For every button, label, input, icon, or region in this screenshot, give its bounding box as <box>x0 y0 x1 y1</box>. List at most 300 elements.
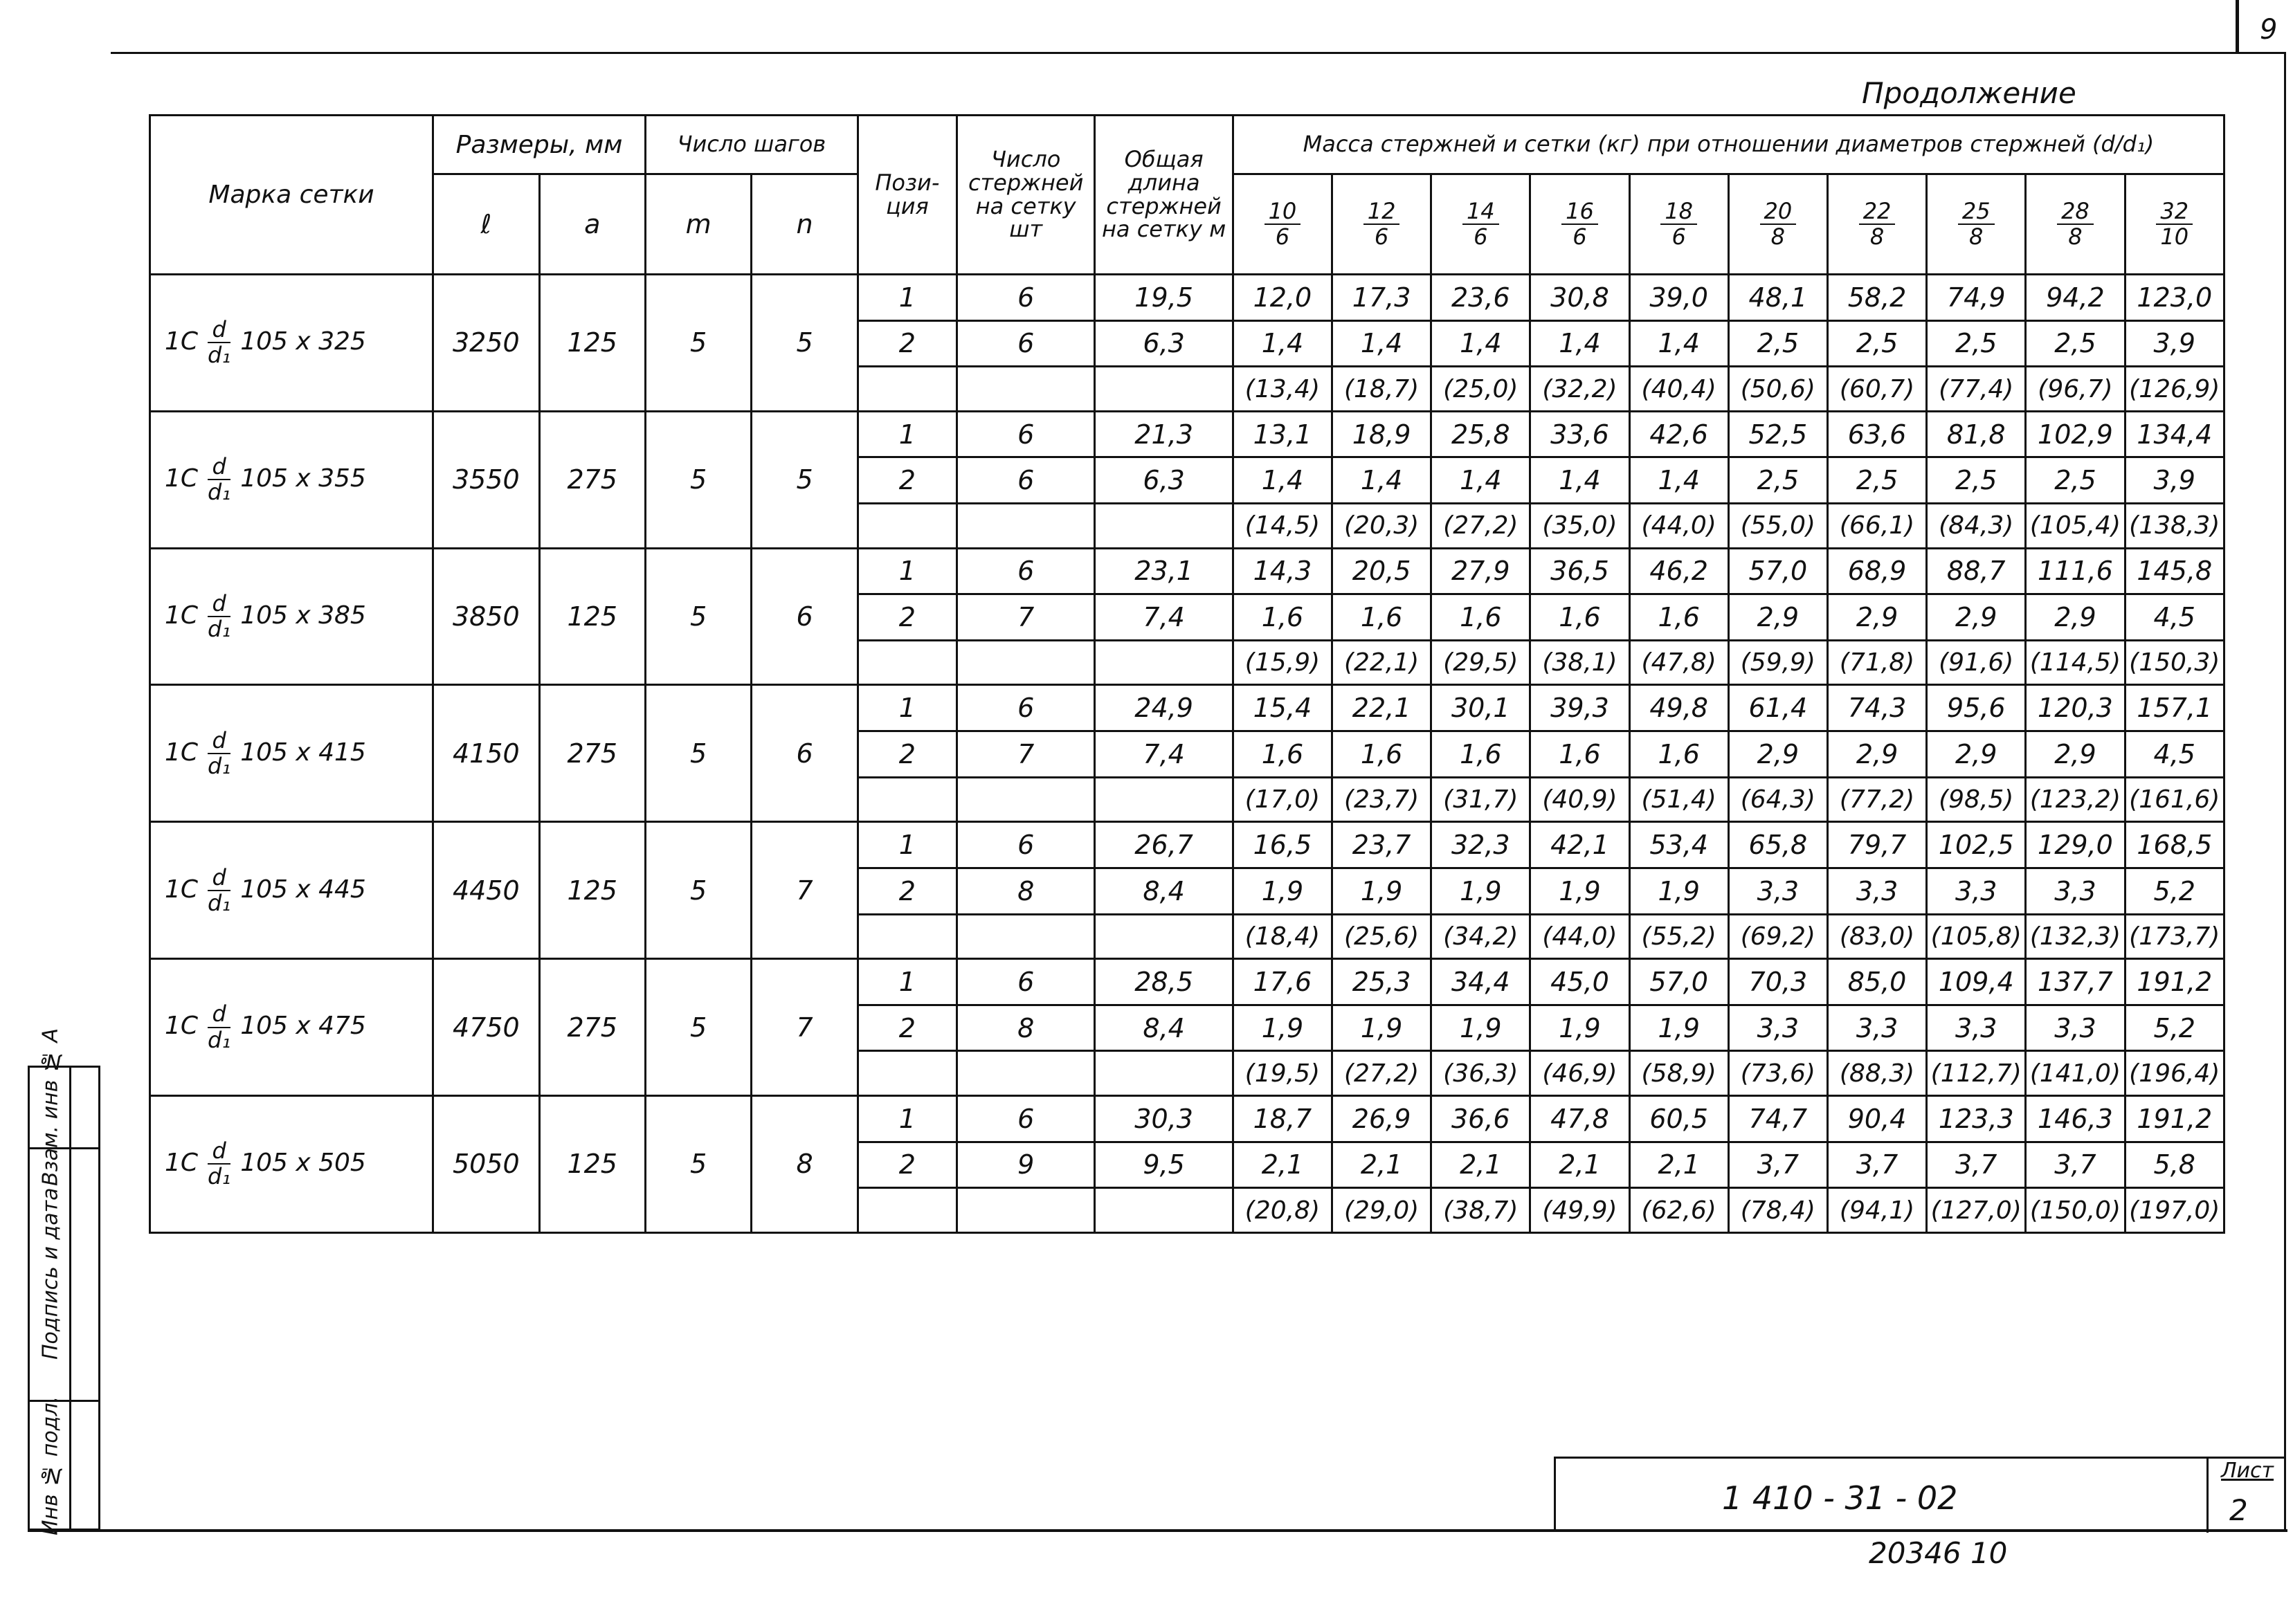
mesh-total-mass: (38,1) <box>1530 640 1629 685</box>
mesh-total-mass: (35,0) <box>1530 504 1629 549</box>
mass-value: 17,6 <box>1233 959 1332 1005</box>
mass-value: 2,9 <box>1728 731 1827 778</box>
mass-value: 2,5 <box>2026 457 2125 504</box>
mass-value: 74,3 <box>1827 685 1926 731</box>
steps-m: 5 <box>645 548 751 685</box>
rods-count: 7 <box>957 731 1094 778</box>
mass-value: 2,9 <box>1927 731 2026 778</box>
ratio-numerator: 28 <box>2057 199 2094 225</box>
mass-value: 1,9 <box>1233 1005 1332 1051</box>
fraction-numerator: d <box>208 1002 230 1028</box>
mesh-total-mass: (20,8) <box>1233 1188 1332 1233</box>
mesh-total-mass: (66,1) <box>1827 504 1926 549</box>
mesh-mark <box>150 1095 433 1232</box>
mass-value: 20,5 <box>1332 548 1431 594</box>
ratio-denominator: 6 <box>1374 223 1389 250</box>
header-rods-count: Число стержней на сетку шт <box>957 116 1094 275</box>
ratio-numerator: 32 <box>2156 199 2193 225</box>
mesh-total-mass: (22,1) <box>1332 640 1431 685</box>
empty-cell <box>957 504 1094 549</box>
position-number: 1 <box>858 275 957 321</box>
mass-value: 1,9 <box>1332 1005 1431 1051</box>
header-size-l: ℓ <box>433 174 539 275</box>
mark-fraction <box>208 318 230 367</box>
mass-value: 1,6 <box>1233 731 1332 778</box>
mass-value: 1,9 <box>1530 868 1629 914</box>
mesh-total-mass: (123,2) <box>2026 777 2125 822</box>
title-stamp <box>1554 1457 2286 1531</box>
mark-fraction <box>208 455 230 504</box>
rods-count: 9 <box>957 1142 1094 1188</box>
rods-count: 6 <box>957 548 1094 594</box>
total-length: 9,5 <box>1095 1142 1233 1188</box>
mesh-total-mass: (88,3) <box>1827 1051 1926 1096</box>
rods-count: 6 <box>957 685 1094 731</box>
mass-value: 25,8 <box>1431 411 1530 457</box>
position-number: 2 <box>858 457 957 504</box>
mesh-total-mass: (141,0) <box>2026 1051 2125 1096</box>
steps-m: 5 <box>645 959 751 1096</box>
total-length: 23,1 <box>1095 548 1233 594</box>
mesh-total-mass: (29,0) <box>1332 1188 1431 1233</box>
size-l: 4450 <box>433 822 539 959</box>
mark-suffix: 105 x 325 <box>240 327 366 356</box>
mesh-total-mass: (138,3) <box>2125 504 2224 549</box>
total-length: 19,5 <box>1095 275 1233 321</box>
ratio-header-5 <box>1728 174 1827 275</box>
empty-cell <box>957 777 1094 822</box>
mass-value: 5,2 <box>2125 1005 2224 1051</box>
steps-n: 7 <box>752 959 858 1096</box>
mass-value: 3,3 <box>2026 1005 2125 1051</box>
header-position: Пози- ция <box>858 116 957 275</box>
mass-value: 30,1 <box>1431 685 1530 731</box>
mass-value: 1,9 <box>1332 868 1431 914</box>
mesh-mark <box>150 275 433 412</box>
mass-value: 2,1 <box>1332 1142 1431 1188</box>
mass-value: 109,4 <box>1927 959 2026 1005</box>
mass-value: 3,3 <box>1927 868 2026 914</box>
mesh-mark <box>150 959 433 1096</box>
mass-value: 36,6 <box>1431 1095 1530 1142</box>
mesh-total-mass: (27,2) <box>1431 504 1530 549</box>
mesh-total-mass: (114,5) <box>2026 640 2125 685</box>
ratio-denominator: 6 <box>1275 223 1290 250</box>
mass-value: 111,6 <box>2026 548 2125 594</box>
mesh-total-mass: (105,8) <box>1927 914 2026 959</box>
empty-cell <box>858 1188 957 1233</box>
total-length: 8,4 <box>1095 1005 1233 1051</box>
mesh-total-mass: (60,7) <box>1827 367 1926 412</box>
mesh-total-mass: (58,9) <box>1629 1051 1728 1096</box>
mass-value: 79,7 <box>1827 822 1926 868</box>
mark-fraction <box>208 1139 230 1189</box>
ratio-header-9 <box>2125 174 2224 275</box>
total-length: 6,3 <box>1095 457 1233 504</box>
steps-m: 5 <box>645 685 751 822</box>
mesh-total-mass: (40,9) <box>1530 777 1629 822</box>
total-length: 26,7 <box>1095 822 1233 868</box>
rods-count: 7 <box>957 594 1094 641</box>
position-number: 1 <box>858 411 957 457</box>
size-a: 125 <box>539 1095 645 1232</box>
total-length: 7,4 <box>1095 731 1233 778</box>
mass-value: 3,3 <box>1728 868 1827 914</box>
ratio-header-2 <box>1431 174 1530 275</box>
empty-cell <box>957 640 1094 685</box>
rods-count: 8 <box>957 1005 1094 1051</box>
mass-value: 2,9 <box>1827 731 1926 778</box>
empty-cell <box>957 914 1094 959</box>
mass-value: 1,9 <box>1530 1005 1629 1051</box>
mass-value: 1,4 <box>1431 457 1530 504</box>
mark-prefix: 1С <box>165 464 199 493</box>
mass-value: 33,6 <box>1530 411 1629 457</box>
mesh-mark <box>150 822 433 959</box>
size-a: 125 <box>539 548 645 685</box>
mass-value: 1,6 <box>1530 594 1629 641</box>
corner-line <box>2236 0 2239 52</box>
mesh-total-mass: (55,2) <box>1629 914 1728 959</box>
empty-cell <box>858 777 957 822</box>
mass-value: 1,6 <box>1332 594 1431 641</box>
ratio-denominator: 8 <box>1770 223 1786 250</box>
mesh-mark <box>150 411 433 548</box>
header-mark: Марка сетки <box>150 116 433 275</box>
fraction-denominator: d₁ <box>208 889 231 916</box>
mass-value: 1,6 <box>1431 594 1530 641</box>
mass-value: 18,9 <box>1332 411 1431 457</box>
mass-value: 47,8 <box>1530 1095 1629 1142</box>
mesh-total-mass: (25,6) <box>1332 914 1431 959</box>
mass-value: 34,4 <box>1431 959 1530 1005</box>
header-steps: Число шагов <box>645 116 858 174</box>
mass-value: 4,5 <box>2125 594 2224 641</box>
mass-value: 123,0 <box>2125 275 2224 321</box>
mass-value: 1,9 <box>1431 868 1530 914</box>
mesh-total-mass: (150,3) <box>2125 640 2224 685</box>
mass-value: 52,5 <box>1728 411 1827 457</box>
mass-value: 1,9 <box>1629 1005 1728 1051</box>
ratio-numerator: 16 <box>1561 199 1598 225</box>
mesh-total-mass: (96,7) <box>2026 367 2125 412</box>
mesh-total-mass: (51,4) <box>1629 777 1728 822</box>
ratio-numerator: 14 <box>1462 199 1499 225</box>
position-number: 1 <box>858 1095 957 1142</box>
mass-value: 102,9 <box>2026 411 2125 457</box>
fraction-numerator: d <box>208 866 230 891</box>
mass-value: 2,5 <box>2026 320 2125 367</box>
mass-value: 3,7 <box>2026 1142 2125 1188</box>
ratio-denominator: 6 <box>1573 223 1587 250</box>
mass-value: 1,4 <box>1431 320 1530 367</box>
table-row <box>150 411 2224 457</box>
mass-value: 5,2 <box>2125 868 2224 914</box>
steps-n: 5 <box>752 411 858 548</box>
ratio-header-8 <box>2026 174 2125 275</box>
total-length: 8,4 <box>1095 868 1233 914</box>
table-row <box>150 1095 2224 1142</box>
mass-value: 123,3 <box>1927 1095 2026 1142</box>
size-l: 3850 <box>433 548 539 685</box>
steps-m: 5 <box>645 275 751 412</box>
mass-value: 2,9 <box>1827 594 1926 641</box>
steps-m: 5 <box>645 1095 751 1232</box>
steps-n: 8 <box>752 1095 858 1232</box>
mass-value: 2,5 <box>1728 320 1827 367</box>
mark-fraction <box>208 729 230 778</box>
steps-n: 7 <box>752 822 858 959</box>
steps-m: 5 <box>645 822 751 959</box>
position-number: 1 <box>858 959 957 1005</box>
size-a: 125 <box>539 275 645 412</box>
mass-value: 13,1 <box>1233 411 1332 457</box>
position-number: 1 <box>858 685 957 731</box>
mass-value: 102,5 <box>1927 822 2026 868</box>
mass-value: 70,3 <box>1728 959 1827 1005</box>
mark-prefix: 1С <box>165 875 199 904</box>
fraction-numerator: d <box>208 455 230 480</box>
total-length: 28,5 <box>1095 959 1233 1005</box>
mass-value: 39,0 <box>1629 275 1728 321</box>
mesh-total-mass: (25,0) <box>1431 367 1530 412</box>
fraction-numerator: d <box>208 592 230 617</box>
mark-prefix: 1С <box>165 601 199 630</box>
size-l: 3550 <box>433 411 539 548</box>
mesh-total-mass: (59,9) <box>1728 640 1827 685</box>
mass-value: 2,9 <box>1728 594 1827 641</box>
ratio-denominator: 8 <box>2068 223 2083 250</box>
mass-value: 1,6 <box>1629 731 1728 778</box>
mass-value: 2,9 <box>2026 731 2125 778</box>
mass-value: 191,2 <box>2125 959 2224 1005</box>
table-row <box>150 822 2224 868</box>
mass-value: 137,7 <box>2026 959 2125 1005</box>
fraction-denominator: d₁ <box>208 1163 231 1190</box>
mesh-total-mass: (36,3) <box>1431 1051 1530 1096</box>
total-length: 30,3 <box>1095 1095 1233 1142</box>
mesh-total-mass: (94,1) <box>1827 1188 1926 1233</box>
mass-value: 22,1 <box>1332 685 1431 731</box>
mass-value: 90,4 <box>1827 1095 1926 1142</box>
mesh-total-mass: (78,4) <box>1728 1188 1827 1233</box>
mesh-total-mass: (150,0) <box>2026 1188 2125 1233</box>
mass-value: 4,5 <box>2125 731 2224 778</box>
mesh-total-mass: (19,5) <box>1233 1051 1332 1096</box>
mass-value: 61,4 <box>1728 685 1827 731</box>
mass-value: 2,1 <box>1431 1142 1530 1188</box>
empty-cell <box>957 1051 1094 1096</box>
mass-value: 14,3 <box>1233 548 1332 594</box>
empty-cell <box>1095 1188 1233 1233</box>
mass-value: 134,4 <box>2125 411 2224 457</box>
total-length: 7,4 <box>1095 594 1233 641</box>
rods-count: 6 <box>957 411 1094 457</box>
mass-value: 16,5 <box>1233 822 1332 868</box>
mass-value: 39,3 <box>1530 685 1629 731</box>
side-strip <box>28 1028 100 1535</box>
ratio-header-4 <box>1629 174 1728 275</box>
mesh-total-mass: (49,9) <box>1530 1188 1629 1233</box>
sheet-number: 2 <box>2229 1493 2248 1527</box>
header-step-m: m <box>645 174 751 275</box>
mass-value: 2,9 <box>1927 594 2026 641</box>
mesh-total-mass: (55,0) <box>1728 504 1827 549</box>
total-length: 6,3 <box>1095 320 1233 367</box>
empty-cell <box>957 367 1094 412</box>
mass-value: 3,7 <box>1827 1142 1926 1188</box>
mass-value: 120,3 <box>2026 685 2125 731</box>
mass-value: 2,9 <box>2026 594 2125 641</box>
mass-value: 3,3 <box>1827 1005 1926 1051</box>
rods-count: 8 <box>957 868 1094 914</box>
mark-suffix: 105 x 475 <box>240 1012 366 1041</box>
mass-value: 36,5 <box>1530 548 1629 594</box>
empty-cell <box>858 1051 957 1096</box>
mass-value: 3,3 <box>1927 1005 2026 1051</box>
ratio-header-6 <box>1827 174 1926 275</box>
mass-value: 58,2 <box>1827 275 1926 321</box>
mass-value: 1,6 <box>1629 594 1728 641</box>
steps-n: 6 <box>752 548 858 685</box>
mark-prefix: 1С <box>165 738 199 767</box>
mass-value: 1,6 <box>1530 731 1629 778</box>
mass-value: 30,8 <box>1530 275 1629 321</box>
mass-value: 49,8 <box>1629 685 1728 731</box>
mark-fraction <box>208 592 230 641</box>
size-a: 125 <box>539 822 645 959</box>
ratio-numerator: 25 <box>1958 199 1995 225</box>
mesh-total-mass: (18,7) <box>1332 367 1431 412</box>
position-number: 2 <box>858 1142 957 1188</box>
ratio-denominator: 10 <box>2160 223 2189 250</box>
mesh-total-mass: (47,8) <box>1629 640 1728 685</box>
ratio-denominator: 6 <box>1671 223 1686 250</box>
mass-value: 48,1 <box>1728 275 1827 321</box>
position-number: 2 <box>858 594 957 641</box>
ratio-header-3 <box>1530 174 1629 275</box>
mesh-total-mass: (13,4) <box>1233 367 1332 412</box>
ratio-header-7 <box>1927 174 2026 275</box>
side-label-replacement: Взам. инв № А <box>38 1028 63 1187</box>
mark-prefix: 1С <box>165 1012 199 1041</box>
sheet-box <box>2206 1459 2290 1533</box>
rods-count: 6 <box>957 457 1094 504</box>
mark-fraction <box>208 1002 230 1052</box>
empty-cell <box>858 640 957 685</box>
mass-value: 1,6 <box>1233 594 1332 641</box>
header-total-length: Общая длина стержней на сетку м <box>1095 116 1233 275</box>
fraction-numerator: d <box>208 1139 230 1165</box>
size-a: 275 <box>539 959 645 1096</box>
mesh-total-mass: (44,0) <box>1530 914 1629 959</box>
mesh-total-mass: (105,4) <box>2026 504 2125 549</box>
table-row <box>150 685 2224 731</box>
fraction-numerator: d <box>208 729 230 754</box>
mark-fraction <box>208 866 230 915</box>
header-mass: Масса стержней и сетки (кг) при отношении диаметров стержней (d/d₁) <box>1233 116 2224 174</box>
empty-cell <box>858 914 957 959</box>
ratio-numerator: 10 <box>1265 199 1301 225</box>
mass-value: 45,0 <box>1530 959 1629 1005</box>
empty-cell <box>1095 1051 1233 1096</box>
mass-value: 2,1 <box>1530 1142 1629 1188</box>
mesh-total-mass: (27,2) <box>1332 1051 1431 1096</box>
mesh-total-mass: (71,8) <box>1827 640 1926 685</box>
mass-value: 65,8 <box>1728 822 1827 868</box>
mass-value: 42,6 <box>1629 411 1728 457</box>
mark-suffix: 105 x 445 <box>240 875 366 904</box>
ratio-numerator: 20 <box>1760 199 1797 225</box>
fraction-denominator: d₁ <box>208 342 231 369</box>
table-row <box>150 959 2224 1005</box>
mass-value: 23,6 <box>1431 275 1530 321</box>
mass-value: 1,9 <box>1431 1005 1530 1051</box>
mesh-total-mass: (91,6) <box>1927 640 2026 685</box>
mass-value: 74,7 <box>1728 1095 1827 1142</box>
fraction-denominator: d₁ <box>208 616 231 643</box>
mass-value: 32,3 <box>1431 822 1530 868</box>
mesh-mark <box>150 548 433 685</box>
mesh-total-mass: (77,2) <box>1827 777 1926 822</box>
mass-value: 1,4 <box>1233 320 1332 367</box>
rods-count: 6 <box>957 959 1094 1005</box>
table-row <box>150 275 2224 321</box>
mass-value: 168,5 <box>2125 822 2224 868</box>
mass-value: 1,4 <box>1629 320 1728 367</box>
mass-value: 85,0 <box>1827 959 1926 1005</box>
mesh-total-mass: (15,9) <box>1233 640 1332 685</box>
size-l: 5050 <box>433 1095 539 1232</box>
side-label-signature: Подпись и дата <box>38 1187 63 1360</box>
header-size-a: a <box>539 174 645 275</box>
mass-value: 3,3 <box>1827 868 1926 914</box>
mark-prefix: 1С <box>165 327 199 356</box>
mesh-total-mass: (17,0) <box>1233 777 1332 822</box>
mass-value: 12,0 <box>1233 275 1332 321</box>
header-step-n: n <box>752 174 858 275</box>
ratio-denominator: 8 <box>1969 223 1984 250</box>
mass-value: 129,0 <box>2026 822 2125 868</box>
mass-value: 53,4 <box>1629 822 1728 868</box>
mass-value: 146,3 <box>2026 1095 2125 1142</box>
position-number: 2 <box>858 320 957 367</box>
mass-value: 191,2 <box>2125 1095 2224 1142</box>
mesh-total-mass: (34,2) <box>1431 914 1530 959</box>
ratio-numerator: 18 <box>1660 199 1697 225</box>
mesh-total-mass: (50,6) <box>1728 367 1827 412</box>
size-l: 4750 <box>433 959 539 1096</box>
mesh-total-mass: (29,5) <box>1431 640 1530 685</box>
mass-value: 2,1 <box>1629 1142 1728 1188</box>
mass-value: 2,5 <box>1827 320 1926 367</box>
header-sizes: Размеры, мм <box>433 116 646 174</box>
mass-value: 95,6 <box>1927 685 2026 731</box>
mass-value: 2,5 <box>1927 457 2026 504</box>
mesh-total-mass: (112,7) <box>1927 1051 2026 1096</box>
mesh-total-mass: (98,5) <box>1927 777 2026 822</box>
mass-value: 27,9 <box>1431 548 1530 594</box>
mesh-total-mass: (196,4) <box>2125 1051 2224 1096</box>
mass-value: 23,7 <box>1332 822 1431 868</box>
mesh-total-mass: (127,0) <box>1927 1188 2026 1233</box>
mesh-total-mass: (14,5) <box>1233 504 1332 549</box>
fraction-denominator: d₁ <box>208 752 231 779</box>
ratio-header-0 <box>1233 174 1332 275</box>
fraction-denominator: d₁ <box>208 479 231 506</box>
mark-suffix: 105 x 505 <box>240 1149 366 1178</box>
mass-value: 26,9 <box>1332 1095 1431 1142</box>
